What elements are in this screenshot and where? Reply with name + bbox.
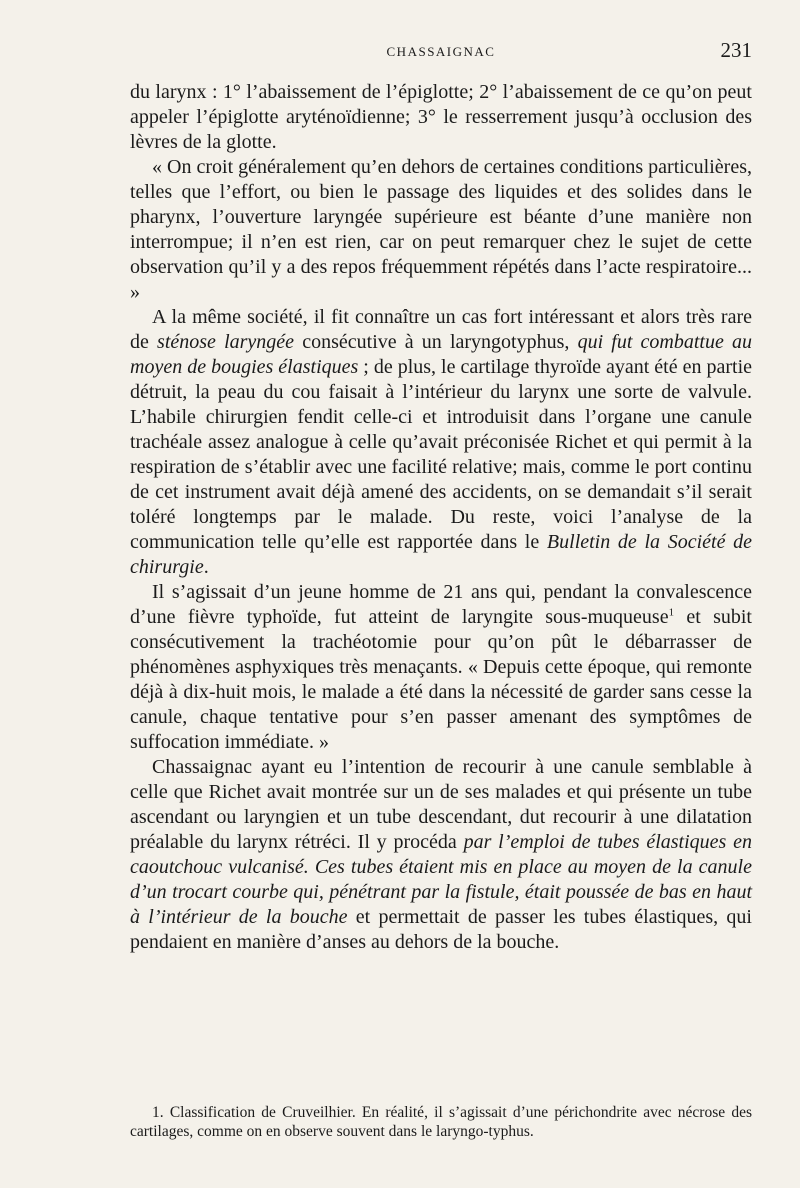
italic-run: qui fut combattue au moyen de bougies élastiques — [130, 331, 753, 378]
text-run: Il s’agissait d’un jeune homme de 21 ans qui, pendant la convalescence d’une fièvre typhoïde, fut atteint de laryngite sous-muqueuse — [130, 581, 752, 628]
footnote-text: 1. Classification de Cruveilhier. En réalité, il s’agissait d’une périchondrite avec nécrose des cartilages, comme on en observe souvent dans le laryngo-typhus. — [130, 1104, 752, 1140]
footnote — [130, 1103, 752, 1141]
running-title: CHASSAIGNAC — [386, 44, 496, 59]
italic-run: sténose laryngée — [157, 331, 295, 353]
text-run: A la même société, il fit connaître un cas fort intéressant et alors très rare de — [130, 306, 752, 353]
paragraph-5 — [130, 755, 752, 955]
paragraph-1: du larynx : 1° l’abaissement de l’épiglotte; 2° l’abaissement de ce qu’on peut appeler l’épiglotte aryténoïdienne; 3° le resserrement jusqu’à occlusion des lèvres de la glotte. — [130, 81, 752, 153]
text-run: . — [203, 556, 209, 578]
paragraph-2: « On croit généralement qu’en dehors de certaines conditions particulières, telles que l’effort, ou bien le passage des liquides et des solides dans le pharynx, l’ouverture laryngée supérieure est béante d’une manière non interrompue; il n’en est rien, car on peut remarquer chez le sujet de cette observation qu’il y a des repos fréquemment répétés dans l’acte respiratoire... » — [130, 156, 752, 303]
text-run: et subit consécutivement la trachéotomie pour qu’on pût le débarrasser de phénomènes asphyxiques très menaçants. « Depuis cette époque, qui remonte déjà à dix-huit mois, le malade a été dans la nécessité de garder sans cesse la canule, chaque tentative pour s’en passer amenant des symptômes de suffocation immédiate. » — [130, 606, 752, 753]
text-run: ; de plus, le cartilage thyroïde ayant été en partie détruit, la peau du cou faisait à l’intérieur du larynx une sorte de valvule. L’habile chirurgien fendit celle-ci et introduisit dans l’organe une canule trachéale assez analogue à celle qu’avait préconisée Richet et qui permit à la respiration de s’établir avec une facilité relative; mais, comme le port continu de cet instrument avait déjà amené des accidents, on se demandait s’il serait toléré longtemps par le malade. Du reste, voici l’analyse de la communication telle qu’elle est rapportée dans le — [130, 356, 753, 553]
paragraph-4 — [130, 580, 752, 755]
text-run: consécutive à un laryngotyphus, — [294, 331, 578, 353]
footnote-reference: 1 — [668, 606, 675, 619]
main-text — [130, 80, 752, 955]
text-run: et permettait de passer les tubes élastiques, qui pendaient en manière d’anses au dehors de la bouche. — [130, 906, 752, 953]
paragraph-3 — [130, 305, 752, 580]
italic-run: par l’emploi de tubes élastiques en caoutchouc vulcanisé. Ces tubes étaient mis en place au moyen de la canule d’un trocart courbe qui, pénétrant par la fistule, était poussée de bas en haut à l’intérieur de la bouche — [130, 831, 752, 928]
page-number: 231 — [720, 38, 752, 62]
running-head — [130, 38, 752, 66]
bulletin-citation: Bulletin de la Société de chirurgie — [130, 531, 753, 578]
text-run: Chassaignac ayant eu l’intention de recourir à une canule semblable à celle que Richet avait montrée sur un de ses malades et qui présente un tube ascendant ou laryngien et un tube descendant, dut recourir à une dilatation préalable du larynx rétréci. Il y procéda — [130, 756, 752, 853]
